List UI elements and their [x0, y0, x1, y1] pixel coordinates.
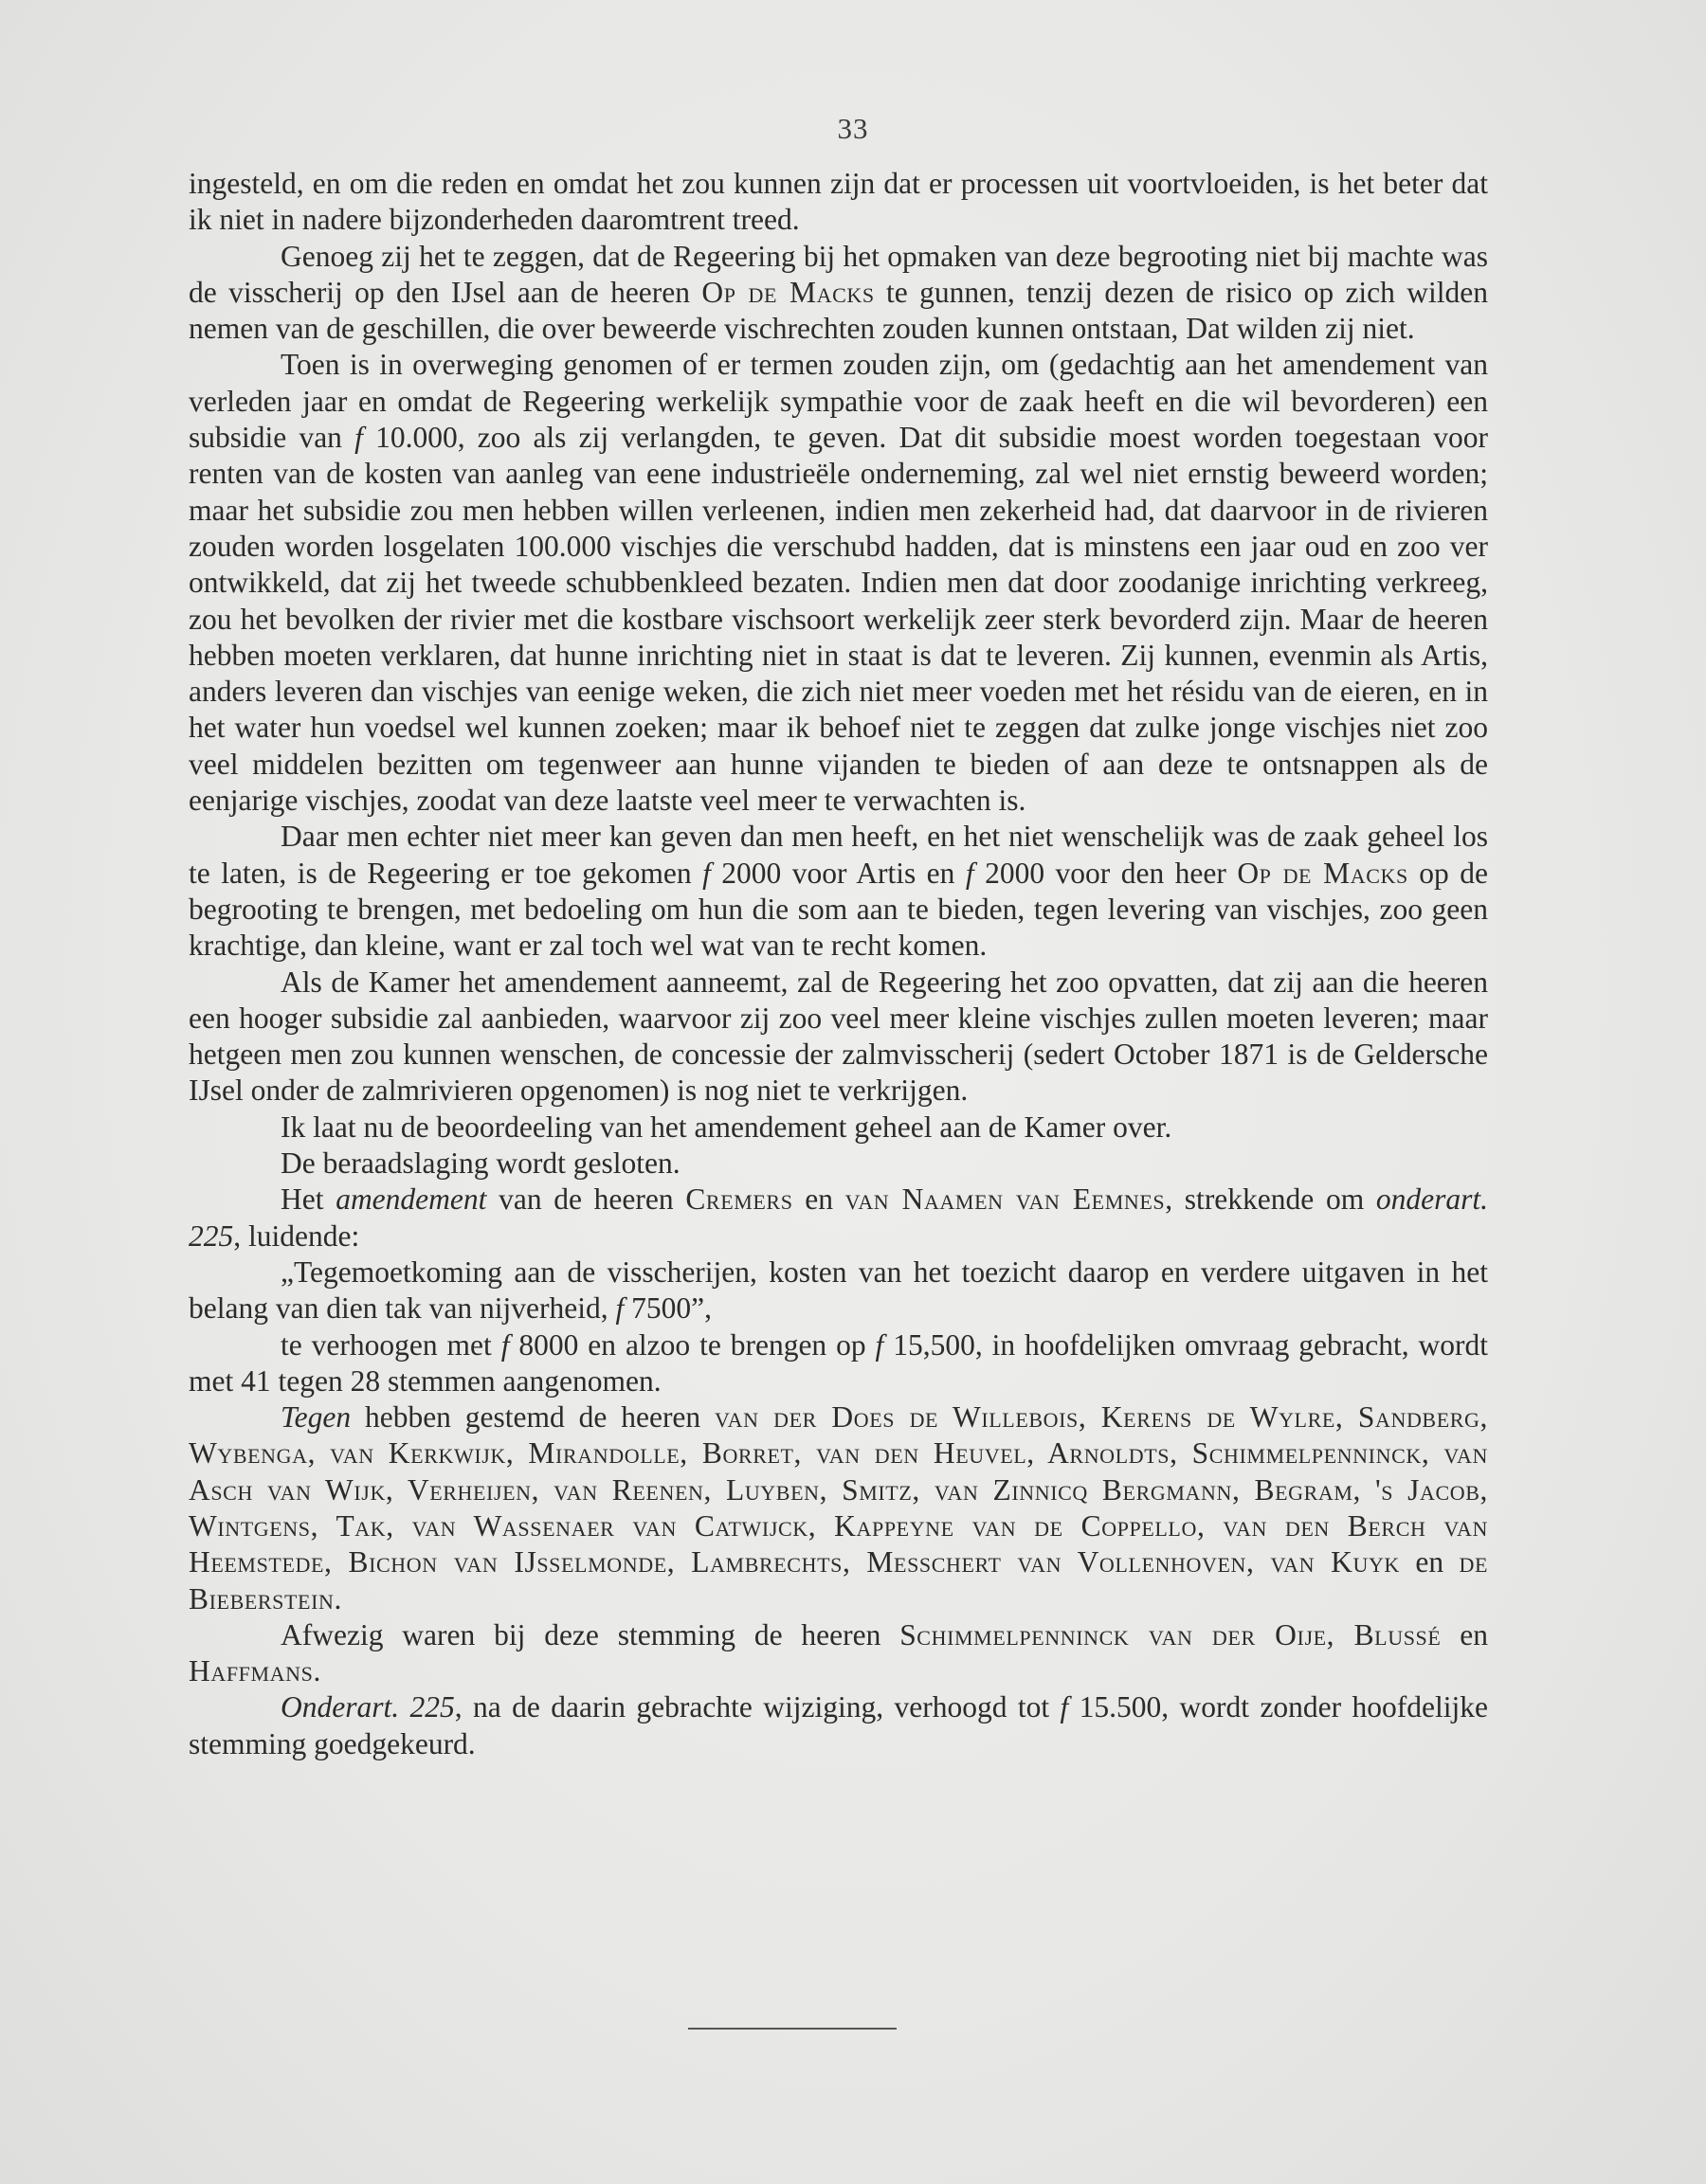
text-run: f [354, 421, 363, 455]
text-body [189, 166, 1488, 1762]
text-run: Cremers [685, 1182, 793, 1217]
text-run: 15,500, in hoofdelijken omvraag gebracht, wordt met 41 tegen 28 stemmen aangenomen. [189, 1327, 1489, 1398]
text-run: f [875, 1327, 884, 1362]
paragraph [189, 1327, 1488, 1400]
text-run: Genoeg zij het te zeggen, dat de Regeering bij het opmaken van deze begrooting niet bij machte was de visscherij op den IJsel aan de heeren [189, 239, 1488, 309]
text-run: en [792, 1182, 845, 1217]
text-run: Haffmans [189, 1654, 314, 1688]
text-run: de Bieberstein [189, 1545, 1488, 1615]
text-run: „Tegemoetkoming aan de visscherijen, kosten van het toezicht daarop en verdere uitgaven in het belang van dien tak van nijverheid, [189, 1254, 1488, 1326]
text-run: en [1441, 1617, 1488, 1652]
text-run: op de begrooting te brengen, met bedoeling om hun die som aan te bieden, tegen levering van vischjes, zoo geen krachtige, dan kleine, want er zal toch wel wat van te recht komen. [189, 856, 1488, 963]
text-run: 8000 en alzoo te brengen op [509, 1327, 876, 1362]
text-run: , na de daarin gebrachte wijziging, verhoogd tot [454, 1690, 1061, 1724]
text-run: 15.500, wordt zonder hoofdelijke stemming goedgekeurd. [189, 1690, 1489, 1760]
text-run: 7500”, [624, 1291, 712, 1326]
paragraph [189, 1146, 1488, 1182]
text-run: Onderart. 225 [281, 1690, 455, 1724]
text-run: , strekkende om [1165, 1182, 1376, 1217]
text-run: f [615, 1291, 625, 1326]
text-run: Afwezig waren bij deze stemming de heeren [281, 1617, 900, 1652]
text-run: ingesteld, en om die reden en omdat het zou kunnen zijn dat er processen uit voortvloeiden, is het beter dat ik niet in nadere bijzonderheden daaromtrent treed. [189, 167, 1488, 237]
paragraph [189, 1254, 1488, 1327]
text-run: amendement [336, 1182, 487, 1217]
text-run: f [702, 856, 711, 890]
text-run: Op de Macks [701, 275, 875, 309]
text-run: Tegen [281, 1400, 352, 1435]
text-run: Het [281, 1182, 336, 1217]
paragraph [189, 1110, 1488, 1146]
text-run: Daar men echter niet meer kan geven dan men heeft, en het niet wenschelijk was de zaak geheel los te laten, is de Regeering er toe gekomen [189, 820, 1488, 890]
text-run: van der Does de Willebois, Kerens de Wylre, Sandberg, Wybenga, van Kerkwijk, Mirandolle, Borret, van den Heuvel, Arnoldts, Schimmelpenninck, van Asch van Wijk, Verheijen, van Reenen, Luyben, Smitz, van Zinnicq Bergmann, Begram, 's Jacob, Wintgens, Tak, van Wassenaer van Catwijck, Kappeyne van de Coppello, van den Berch van Heemstede, Bichon van IJsselmonde, Lambrechts, Messchert van Vollenhoven, van Kuyk [189, 1400, 1488, 1579]
page-number: 33 [837, 112, 869, 145]
paragraph [189, 239, 1488, 348]
paragraph [189, 1617, 1488, 1690]
paragraph [189, 166, 1488, 239]
text-run: Op de Macks [1237, 856, 1408, 890]
text-run: f [500, 1327, 510, 1362]
text-run: Als de Kamer het amendement aanneemt, zal de Regeering het zoo opvatten, dat zij aan die heeren een hooger subsidie zal aanbieden, waarvoor zij zoo veel meer kleine vischjes zullen moeten leveren; maar hetgeen men zou kunnen wenschen, de concessie der zalmvisscherij (sedert October 1871 is de Geldersche IJsel onder de zalmrivieren opgenomen) is nog niet te verkrijgen. [189, 965, 1488, 1108]
paragraph [189, 819, 1488, 964]
text-run: te verhoogen met [281, 1327, 501, 1362]
text-run: , luidende: [233, 1218, 360, 1253]
text-run: 10.000, zoo als zij verlangden, te geven. Dat dit subsidie moest worden toegestaan voor renten van de kosten van aanleg van eene industrieële onderneming, zal wel niet ernstig beweerd worden; maar het subsidie zou men hebben willen verleenen, indien men zekerheid had, dat daarvoor in de rivieren zouden worden losgelaten 100.000 vischjes die verschubd hadden, dat is minstens een jaar oud en zoo ver ontwikkeld, dat zij het tweede schubbenkleed bezaten. Indien men dat door zoodanige inrichting verkreeg, zou het bevolken der rivier met die kostbare vischsoort werkelijk zeer sterk bevorderd zijn. Maar de heeren hebben moeten verklaren, dat hunne inrichting niet in staat is dat te leveren. Zij kunnen, evenmin als Artis, anders leveren dan vischjes van eenige weken, die zich niet meer voeden met het résidu van de eieren, en in het water hun voedsel wel kunnen zoeken; maar ik behoef niet te zeggen dat zulke jonge vischjes niet zoo veel middelen bezitten om tegenweer aan hunne vijanden te bieden of aan deze te ontsnappen als de eenjarige vischjes, zoodat van deze laatste veel meer te verwachten is. [189, 421, 1489, 818]
text-run: hebben gestemd de heeren [351, 1400, 716, 1435]
text-run: en [1399, 1545, 1460, 1579]
text-run: 2000 voor den heer [973, 856, 1238, 890]
text-run: van Naamen van Eemnes [844, 1182, 1166, 1217]
end-rule [688, 2028, 897, 2030]
text-run: . [313, 1654, 321, 1688]
text-run: Ik laat nu de beoordeeling van het amendement geheel aan de Kamer over. [281, 1110, 1172, 1144]
text-run: f [1060, 1690, 1069, 1724]
paragraph [189, 965, 1488, 1110]
text-run: f [965, 856, 974, 890]
text-run: Toen is in overweging genomen of er termen zouden zijn, om (gedachtig aan het amendement van verleden jaar en omdat de Regeering werkelijk sympathie voor de zaak heeft en die wil bevorderen) een subsidie van [189, 348, 1488, 455]
paragraph [189, 1399, 1488, 1617]
paragraph [189, 347, 1488, 819]
paragraph [189, 1182, 1488, 1254]
text-run: Schimmelpenninck van der Oije, Blussé [899, 1617, 1442, 1652]
text-run: De beraadslaging wordt gesloten. [281, 1146, 681, 1181]
text-run: te gunnen, tenzij dezen de risico op zich wilden nemen van de geschillen, die over beweerde vischrechten zouden kunnen ontstaan, Dat wilden zij niet. [189, 275, 1488, 346]
paragraph [189, 1689, 1488, 1762]
text-run: . [334, 1581, 342, 1615]
text-run: 2000 voor Artis en [710, 856, 966, 890]
text-run: van de heeren [486, 1182, 686, 1217]
text-run: onderart. 225 [189, 1182, 1489, 1253]
